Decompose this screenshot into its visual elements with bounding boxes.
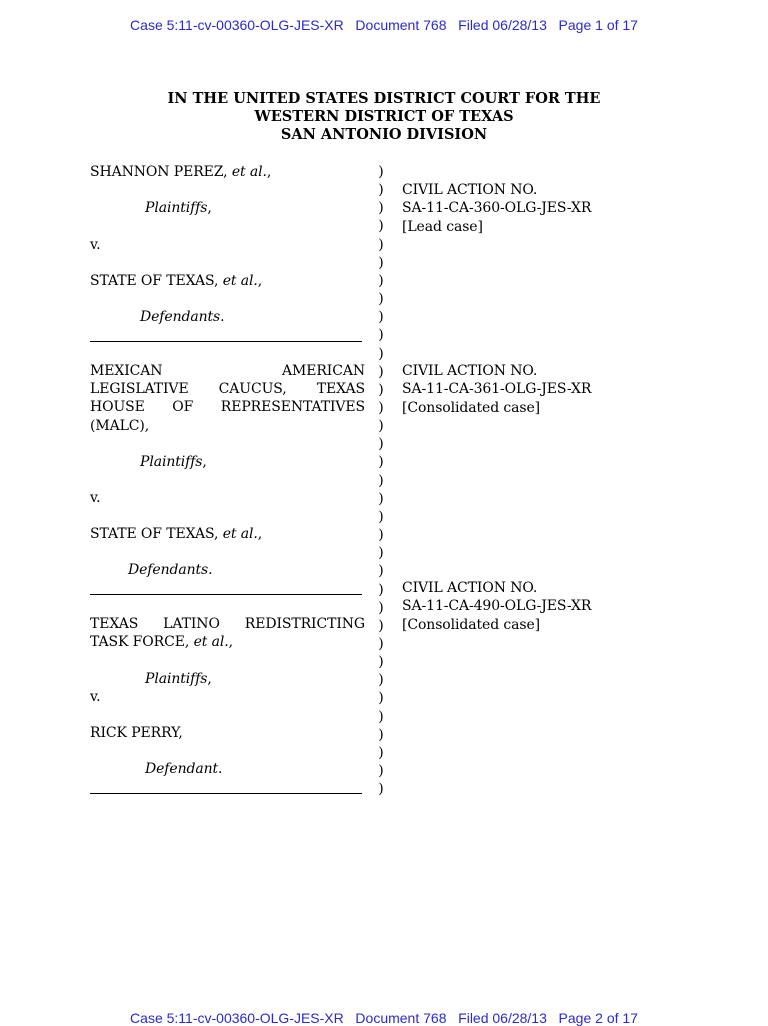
case1-action-label: CIVIL ACTION NO. [402,182,538,198]
case2-plaintiff-line-3: HOUSE OF REPRESENTATIVES [90,399,365,415]
caption-parenthesis: ) [378,762,384,779]
case2-plaintiff-line-4: (MALC), [90,418,150,434]
caption-parenthesis: ) [378,345,384,362]
case1-plaintiff-role: Plaintiffs, [145,200,212,216]
caption-parenthesis: ) [378,563,384,580]
caption-parenthesis: ) [378,254,384,271]
case1-action-note: [Lead case] [402,219,483,235]
case2-defendant-role-text: Defendants [128,562,209,578]
case2-action-label: CIVIL ACTION NO. [402,363,538,379]
case1-separator-line [90,341,362,342]
caption-parenthesis: ) [378,291,384,307]
caption-parenthesis: ) [378,672,384,689]
caption-parenthesis: ) [378,617,384,634]
case1-plaintiff-role-text: Plaintiffs [145,200,208,216]
case1-defendant-role-text: Defendants [140,309,221,325]
caption-parenthesis: ) [378,363,384,380]
caption-parenthesis: ) [378,599,384,616]
case2-plaintiff-line-1: MEXICAN AMERICAN [90,363,365,379]
case3-separator-line [90,793,362,794]
case2-separator-line [90,594,362,595]
case3-plaintiff-role-text: Plaintiffs [145,671,208,687]
case3-plaintiff-role: Plaintiffs, [145,671,212,687]
case1-plaintiff-etal: et al. [231,164,267,180]
court-title-line-1: IN THE UNITED STATES DISTRICT COURT FOR THE [167,90,601,107]
case2-versus: v. [90,490,101,506]
case2-defendant-etal: et al. [222,526,258,542]
case1-defendant-name: STATE OF TEXAS [90,273,214,289]
caption-parenthesis: ) [378,708,384,725]
case3-action-note: [Consolidated case] [402,617,541,633]
caption-parenthesis: ) [378,436,384,453]
caption-parenthesis: ) [378,690,384,707]
caption-parenthesis: ) [378,236,384,253]
next-page-filing-header: Case 5:11-cv-00360-OLG-JES-XR Document 768 Filed 06/28/13 Page 2 of 17 [130,1010,638,1026]
case2-defendant-role: Defendants. [128,562,213,578]
case1-action-number: SA-11-CA-360-OLG-JES-XR [402,200,592,216]
caption-parenthesis: ) [378,581,384,598]
case2-defendant: STATE OF TEXAS, et al., [90,526,263,542]
case3-action-number: SA-11-CA-490-OLG-JES-XR [402,598,592,614]
case3-plaintiff-line-1: TEXAS LATINO REDISTRICTING [90,616,365,632]
caption-parenthesis: ) [378,381,384,398]
caption-parenthesis: ) [378,164,384,180]
court-title [0,90,768,144]
court-title-line-2: WESTERN DISTRICT OF TEXAS [254,108,514,125]
caption-parenthesis: ) [378,545,384,562]
case3-defendant-name: RICK PERRY, [90,725,183,741]
caption-parenthesis: ) [378,327,384,344]
caption-parenthesis: ) [378,490,384,507]
caption-parenthesis: ) [378,182,384,199]
case3-plaintiff-name-end: TASK FORCE, [90,634,190,650]
case2-action-note: [Consolidated case] [402,400,541,416]
case2-plaintiff-role-text: Plaintiffs [140,454,203,470]
caption-parenthesis: ) [378,744,384,761]
caption-parenthesis: ) [378,527,384,543]
caption-parenthesis: ) [378,654,384,670]
caption-parenthesis: ) [378,781,384,798]
case3-action-label: CIVIL ACTION NO. [402,580,538,596]
caption-parenthesis: ) [378,726,384,743]
case3-defendant-role: Defendant. [145,761,223,777]
case2-action-number: SA-11-CA-361-OLG-JES-XR [402,381,592,397]
court-title-line-3: SAN ANTONIO DIVISION [280,126,488,143]
case3-versus: v. [90,689,101,705]
caption-parenthesis: ) [378,635,384,652]
caption-parenthesis: ) [378,418,384,435]
case1-versus: v. [90,237,101,253]
case1-defendant-etal: et al. [222,273,258,289]
caption-parenthesis: ) [378,508,384,525]
case1-defendant-role: Defendants. [140,309,225,325]
caption-parenthesis: ) [378,399,384,416]
case2-plaintiff-role: Plaintiffs, [140,454,207,470]
case1-plaintiff: SHANNON PEREZ, et al., [90,164,272,180]
case2-defendant-name: STATE OF TEXAS [90,526,214,542]
case3-defendant-role-text: Defendant [145,761,219,777]
caption-parenthesis: ) [378,454,384,471]
caption-parenthesis: ) [378,218,384,235]
case1-defendant: STATE OF TEXAS, et al., [90,273,263,289]
case3-plaintiff-line-2: TASK FORCE, et al., [90,634,233,650]
case2-plaintiff-line-2: LEGISLATIVE CAUCUS, TEXAS [90,381,365,397]
filing-header: Case 5:11-cv-00360-OLG-JES-XR Document 768 Filed 06/28/13 Page 1 of 17 [130,17,638,33]
caption-parenthesis: ) [378,272,384,289]
caption-parenthesis: ) [378,200,384,217]
case1-plaintiff-name: SHANNON PEREZ [90,164,224,180]
case3-plaintiff-etal: et al. [193,634,229,650]
caption-parenthesis: ) [378,309,384,326]
caption-parenthesis: ) [378,472,384,489]
